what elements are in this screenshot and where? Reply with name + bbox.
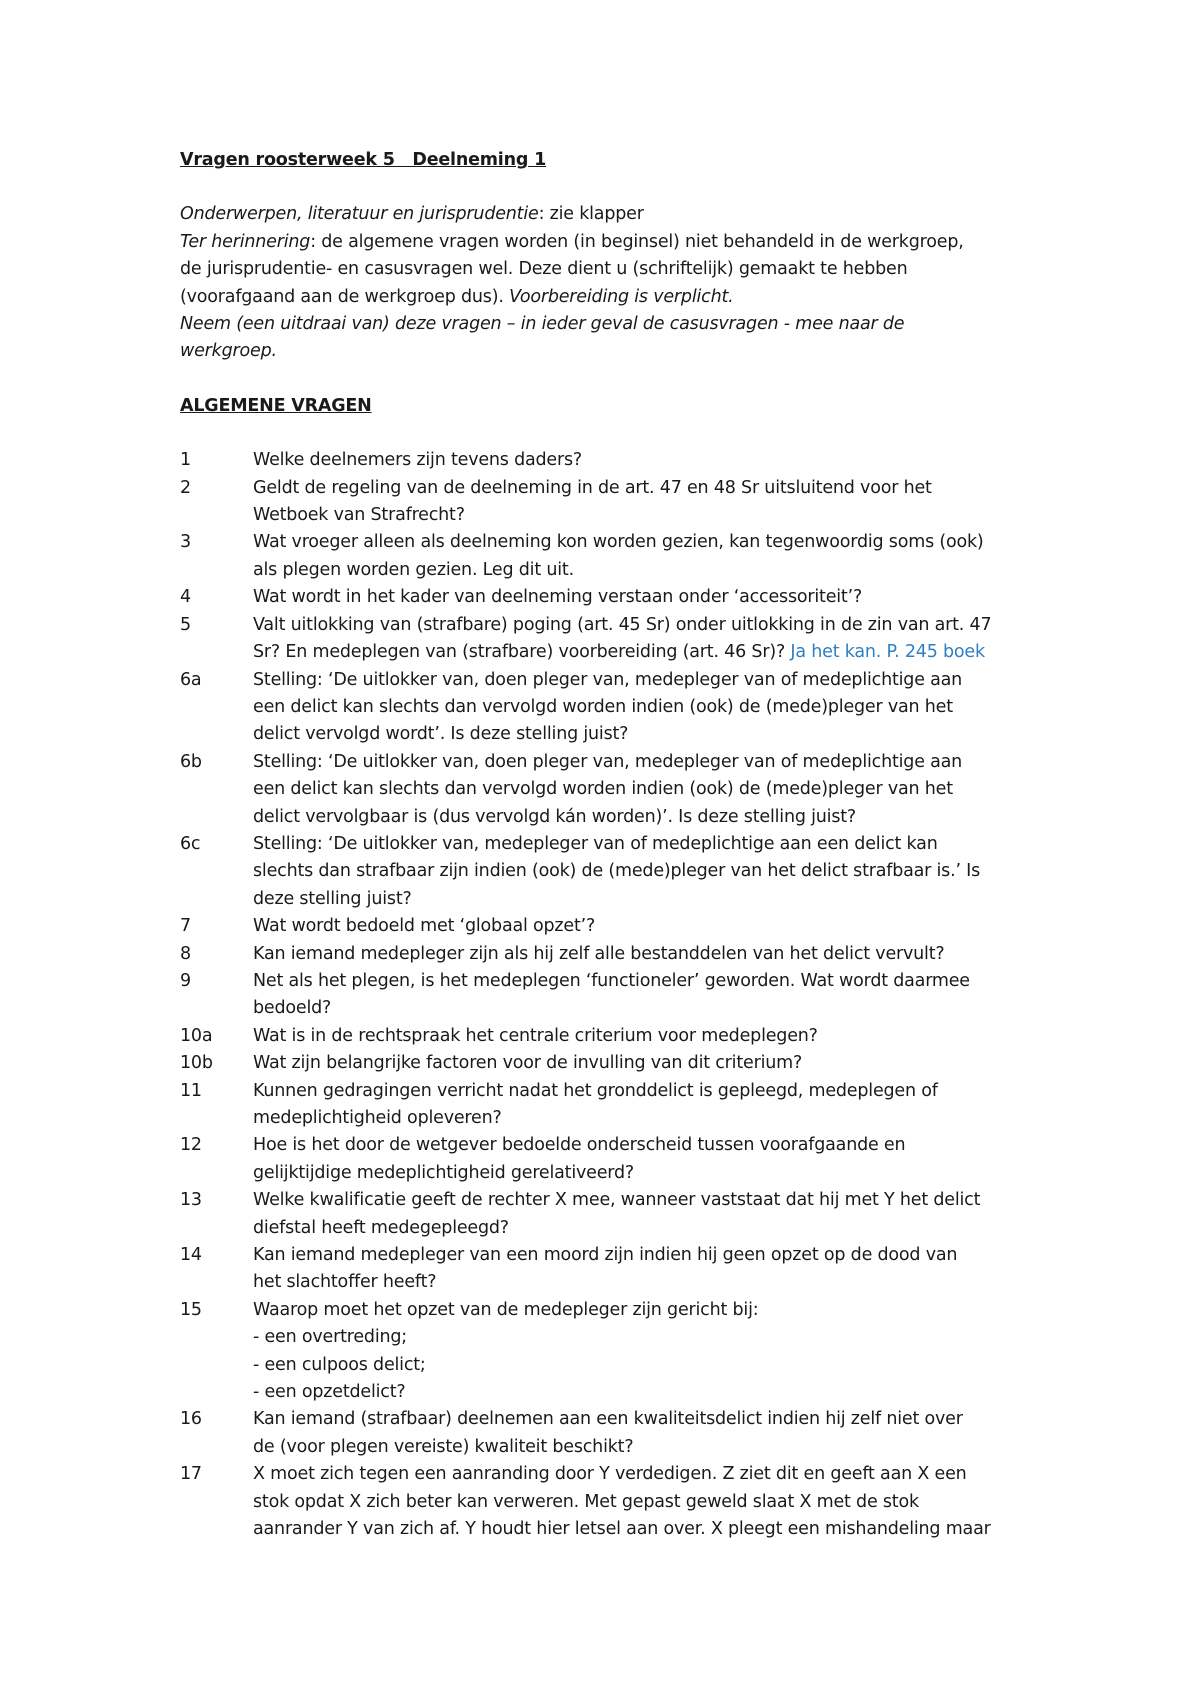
question-row — [180, 1050, 1050, 1077]
question-row — [180, 1461, 1050, 1543]
question-line-text: - een overtreding; — [253, 1327, 407, 1348]
question-line-text: stok opdat X zich beter kan verweren. Met gepast geweld slaat X met de stok — [253, 1491, 919, 1512]
question-line — [253, 1078, 1050, 1105]
question-line-text: - een culpoos delict; — [253, 1354, 426, 1375]
question-line-text: Wat is in de rechtspraak het centrale criterium voor medeplegen? — [253, 1025, 818, 1046]
question-line — [253, 941, 1050, 968]
question-line-text: een delict kan slechts dan vervolgd worden indien (ook) de (mede)pleger van het — [253, 779, 953, 800]
question-line — [253, 1023, 1050, 1050]
question-number: 1 — [180, 450, 191, 471]
question-number: 12 — [180, 1135, 202, 1156]
question-line-text: Kan iemand medepleger zijn als hij zelf alle bestanddelen van het delict vervult? — [253, 943, 945, 964]
question-text — [253, 1023, 1050, 1050]
question-line — [253, 913, 1050, 940]
intro-reminder-text: : de algemene vragen worden (in beginsel) niet behandeld in de werkgroep, — [310, 231, 964, 252]
question-line — [253, 1516, 1050, 1543]
question-row — [180, 831, 1050, 913]
question-number: 10a — [180, 1025, 213, 1046]
question-line-text: aanrander Y van zich af. Y houdt hier letsel aan over. X pleegt een mishandeling maar — [253, 1519, 991, 1540]
intro-bring-questions: Neem (een uitdraai van) deze vragen – in ieder geval de casusvragen - mee naar de — [180, 314, 905, 335]
question-line-text: een delict kan slechts dan vervolgd worden indien (ook) de (mede)pleger van het — [253, 696, 953, 717]
question-row — [180, 1187, 1050, 1242]
intro-block — [180, 201, 1050, 365]
question-line — [253, 1187, 1050, 1214]
question-number: 6b — [180, 751, 202, 772]
question-row — [180, 447, 1050, 474]
question-row — [180, 584, 1050, 611]
question-line-text: bedoeld? — [253, 998, 332, 1019]
answer-note: Ja het kan. P. 245 boek — [790, 642, 985, 663]
question-row — [180, 1242, 1050, 1297]
question-line — [253, 694, 1050, 721]
question-line — [253, 968, 1050, 995]
question-number: 3 — [180, 532, 191, 553]
question-list — [180, 447, 1050, 1543]
question-row — [180, 667, 1050, 749]
question-line — [253, 667, 1050, 694]
question-number: 4 — [180, 587, 191, 608]
question-number: 6a — [180, 669, 202, 690]
question-line — [253, 995, 1050, 1022]
question-line-text: Kan iemand (strafbaar) deelnemen aan een kwaliteitsdelict indien hij zelf niet over — [253, 1409, 963, 1430]
question-row — [180, 1132, 1050, 1187]
question-line — [253, 1269, 1050, 1296]
intro-line-1 — [180, 201, 1050, 228]
question-line — [253, 1215, 1050, 1242]
question-line-text: Welke kwalificatie geeft de rechter X mee, wanneer vaststaat dat hij met Y het delict — [253, 1190, 981, 1211]
question-line — [253, 529, 1050, 556]
document-title: Vragen roosterweek 5 Deelneming 1 — [180, 150, 547, 170]
question-line — [253, 721, 1050, 748]
question-line — [253, 502, 1050, 529]
question-line-text: Net als het plegen, is het medeplegen ‘functioneler’ geworden. Wat wordt daarmee — [253, 970, 970, 991]
question-line-text: medeplichtigheid opleveren? — [253, 1108, 502, 1128]
question-text — [253, 1132, 1050, 1187]
question-line — [253, 1324, 1050, 1351]
question-row — [180, 529, 1050, 584]
question-text — [253, 749, 1050, 831]
question-line-text: deze stelling juist? — [253, 888, 412, 909]
question-text — [253, 447, 1050, 474]
question-line — [253, 584, 1050, 611]
question-line-text: Kunnen gedragingen verricht nadat het gronddelict is gepleegd, medeplegen of — [253, 1080, 938, 1101]
question-number: 6c — [180, 833, 201, 854]
question-line-text: Wat wordt bedoeld met ‘globaal opzet’? — [253, 916, 596, 937]
question-line-text: Wat vroeger alleen als deelneming kon worden gezien, kan tegenwoordig soms (ook) — [253, 532, 984, 553]
question-line — [253, 612, 1050, 639]
question-number: 9 — [180, 970, 191, 991]
question-text — [253, 1078, 1050, 1133]
question-number: 8 — [180, 943, 191, 964]
question-line-text: Stelling: ‘De uitlokker van, doen pleger van, medepleger van of medeplichtige aan — [253, 669, 963, 690]
question-line-text: Waarop moet het opzet van de medepleger zijn gericht bij: — [253, 1299, 759, 1320]
question-line-text: delict vervolgd wordt’. Is deze stelling juist? — [253, 724, 629, 745]
question-line-text: X moet zich tegen een aanranding door Y verdedigen. Z ziet dit en geeft aan X een — [253, 1464, 967, 1485]
question-text — [253, 941, 1050, 968]
question-line — [253, 831, 1050, 858]
question-number: 14 — [180, 1245, 202, 1266]
question-line-text: Valt uitlokking van (strafbare) poging (art. 45 Sr) onder uitlokking in de zin van art. 47 — [253, 614, 992, 635]
question-text — [253, 475, 1050, 530]
intro-line-5 — [180, 311, 1050, 338]
intro-line-2 — [180, 229, 1050, 256]
question-number: 15 — [180, 1299, 202, 1320]
question-row — [180, 612, 1050, 667]
question-row — [180, 749, 1050, 831]
intro-label-topics: Onderwerpen, literatuur en jurisprudentie — [180, 204, 539, 225]
question-line-text: Geldt de regeling van de deelneming in de art. 47 en 48 Sr uitsluitend voor het — [253, 477, 932, 498]
question-text — [253, 1050, 1050, 1077]
question-number: 10b — [180, 1053, 213, 1074]
question-line — [253, 886, 1050, 913]
intro-line-3: de jurisprudentie- en casusvragen wel. Deze dient u (schriftelijk) gemaakt te hebben — [180, 259, 908, 280]
question-number: 7 — [180, 916, 191, 937]
question-line-text: Wetboek van Strafrecht? — [253, 505, 465, 526]
question-line — [253, 639, 1050, 666]
question-text — [253, 1242, 1050, 1297]
document-content — [180, 147, 1050, 1544]
question-line — [253, 557, 1050, 584]
question-text — [253, 1297, 1050, 1407]
question-line-text: Wat zijn belangrijke factoren voor de invulling van dit criterium? — [253, 1053, 803, 1074]
question-text — [253, 831, 1050, 913]
question-line — [253, 776, 1050, 803]
intro-prep-required: Voorbereiding is verplicht. — [509, 286, 734, 307]
question-line — [253, 447, 1050, 474]
question-line-text: - een opzetdelict? — [253, 1382, 406, 1403]
question-line-text: Sr? En medeplegen van (strafbare) voorbereiding (art. 46 Sr)? — [253, 642, 791, 663]
question-line — [253, 1406, 1050, 1433]
question-row — [180, 968, 1050, 1023]
question-line-text: Welke deelnemers zijn tevens daders? — [253, 450, 582, 471]
question-line — [253, 1050, 1050, 1077]
question-number: 5 — [180, 614, 191, 635]
question-line — [253, 1132, 1050, 1159]
question-line-text: gelijktijdige medeplichtigheid gerelativeerd? — [253, 1162, 634, 1183]
question-row — [180, 1023, 1050, 1050]
question-line-text: Stelling: ‘De uitlokker van, doen pleger van, medepleger van of medeplichtige aan — [253, 751, 963, 772]
question-line — [253, 1242, 1050, 1269]
question-text — [253, 667, 1050, 749]
question-line — [253, 804, 1050, 831]
question-line — [253, 858, 1050, 885]
question-line-text: Stelling: ‘De uitlokker van, medepleger van of medeplichtige aan een delict kan — [253, 833, 938, 854]
question-line — [253, 749, 1050, 776]
section-heading-general-questions: ALGEMENE VRAGEN — [180, 395, 372, 416]
question-text — [253, 584, 1050, 611]
question-line — [253, 1434, 1050, 1461]
question-line-text: slechts dan strafbaar zijn indien (ook) de (mede)pleger van het delict strafbaar is.’ Is — [253, 861, 981, 882]
question-line-text: Wat wordt in het kader van deelneming verstaan onder ‘accessoriteit’? — [253, 587, 863, 608]
question-text — [253, 968, 1050, 1023]
question-line-text: als plegen worden gezien. Leg dit uit. — [253, 559, 574, 580]
question-number: 2 — [180, 477, 191, 498]
question-line-text: delict vervolgbaar is (dus vervolgd kán worden)’. Is deze stelling juist? — [253, 806, 856, 827]
question-row — [180, 475, 1050, 530]
intro-line-4 — [180, 284, 1050, 311]
question-line — [253, 1297, 1050, 1324]
question-text — [253, 1187, 1050, 1242]
question-row — [180, 1406, 1050, 1461]
intro-label-reminder: Ter herinnering — [180, 231, 311, 252]
question-line-text: het slachtoffer heeft? — [253, 1272, 437, 1293]
question-line — [253, 1105, 1050, 1132]
question-line — [253, 1160, 1050, 1187]
question-line-text: diefstal heeft medegepleegd? — [253, 1217, 509, 1238]
question-text — [253, 1406, 1050, 1461]
question-line — [253, 1461, 1050, 1488]
question-row — [180, 941, 1050, 968]
intro-bring-questions-end: werkgroep. — [180, 341, 277, 362]
question-line — [253, 1379, 1050, 1406]
question-number: 13 — [180, 1190, 202, 1211]
question-text — [253, 529, 1050, 584]
question-number: 16 — [180, 1409, 202, 1430]
question-line-text: Hoe is het door de wetgever bedoelde onderscheid tussen voorafgaande en — [253, 1135, 906, 1156]
question-line-text: de (voor plegen vereiste) kwaliteit beschikt? — [253, 1436, 634, 1457]
question-line — [253, 1489, 1050, 1516]
question-line — [253, 475, 1050, 502]
question-row — [180, 913, 1050, 940]
question-number: 11 — [180, 1080, 202, 1101]
question-line — [253, 1352, 1050, 1379]
question-line-text: Kan iemand medepleger van een moord zijn indien hij geen opzet op de dood van — [253, 1245, 958, 1266]
intro-prep-text: (voorafgaand aan de werkgroep dus). — [180, 286, 510, 307]
question-number: 17 — [180, 1464, 202, 1485]
question-row — [180, 1078, 1050, 1133]
question-text — [253, 1461, 1050, 1543]
question-text — [253, 612, 1050, 667]
question-text — [253, 913, 1050, 940]
intro-line-6 — [180, 338, 1050, 365]
question-row — [180, 1297, 1050, 1407]
intro-topics-text: : zie klapper — [538, 204, 644, 225]
